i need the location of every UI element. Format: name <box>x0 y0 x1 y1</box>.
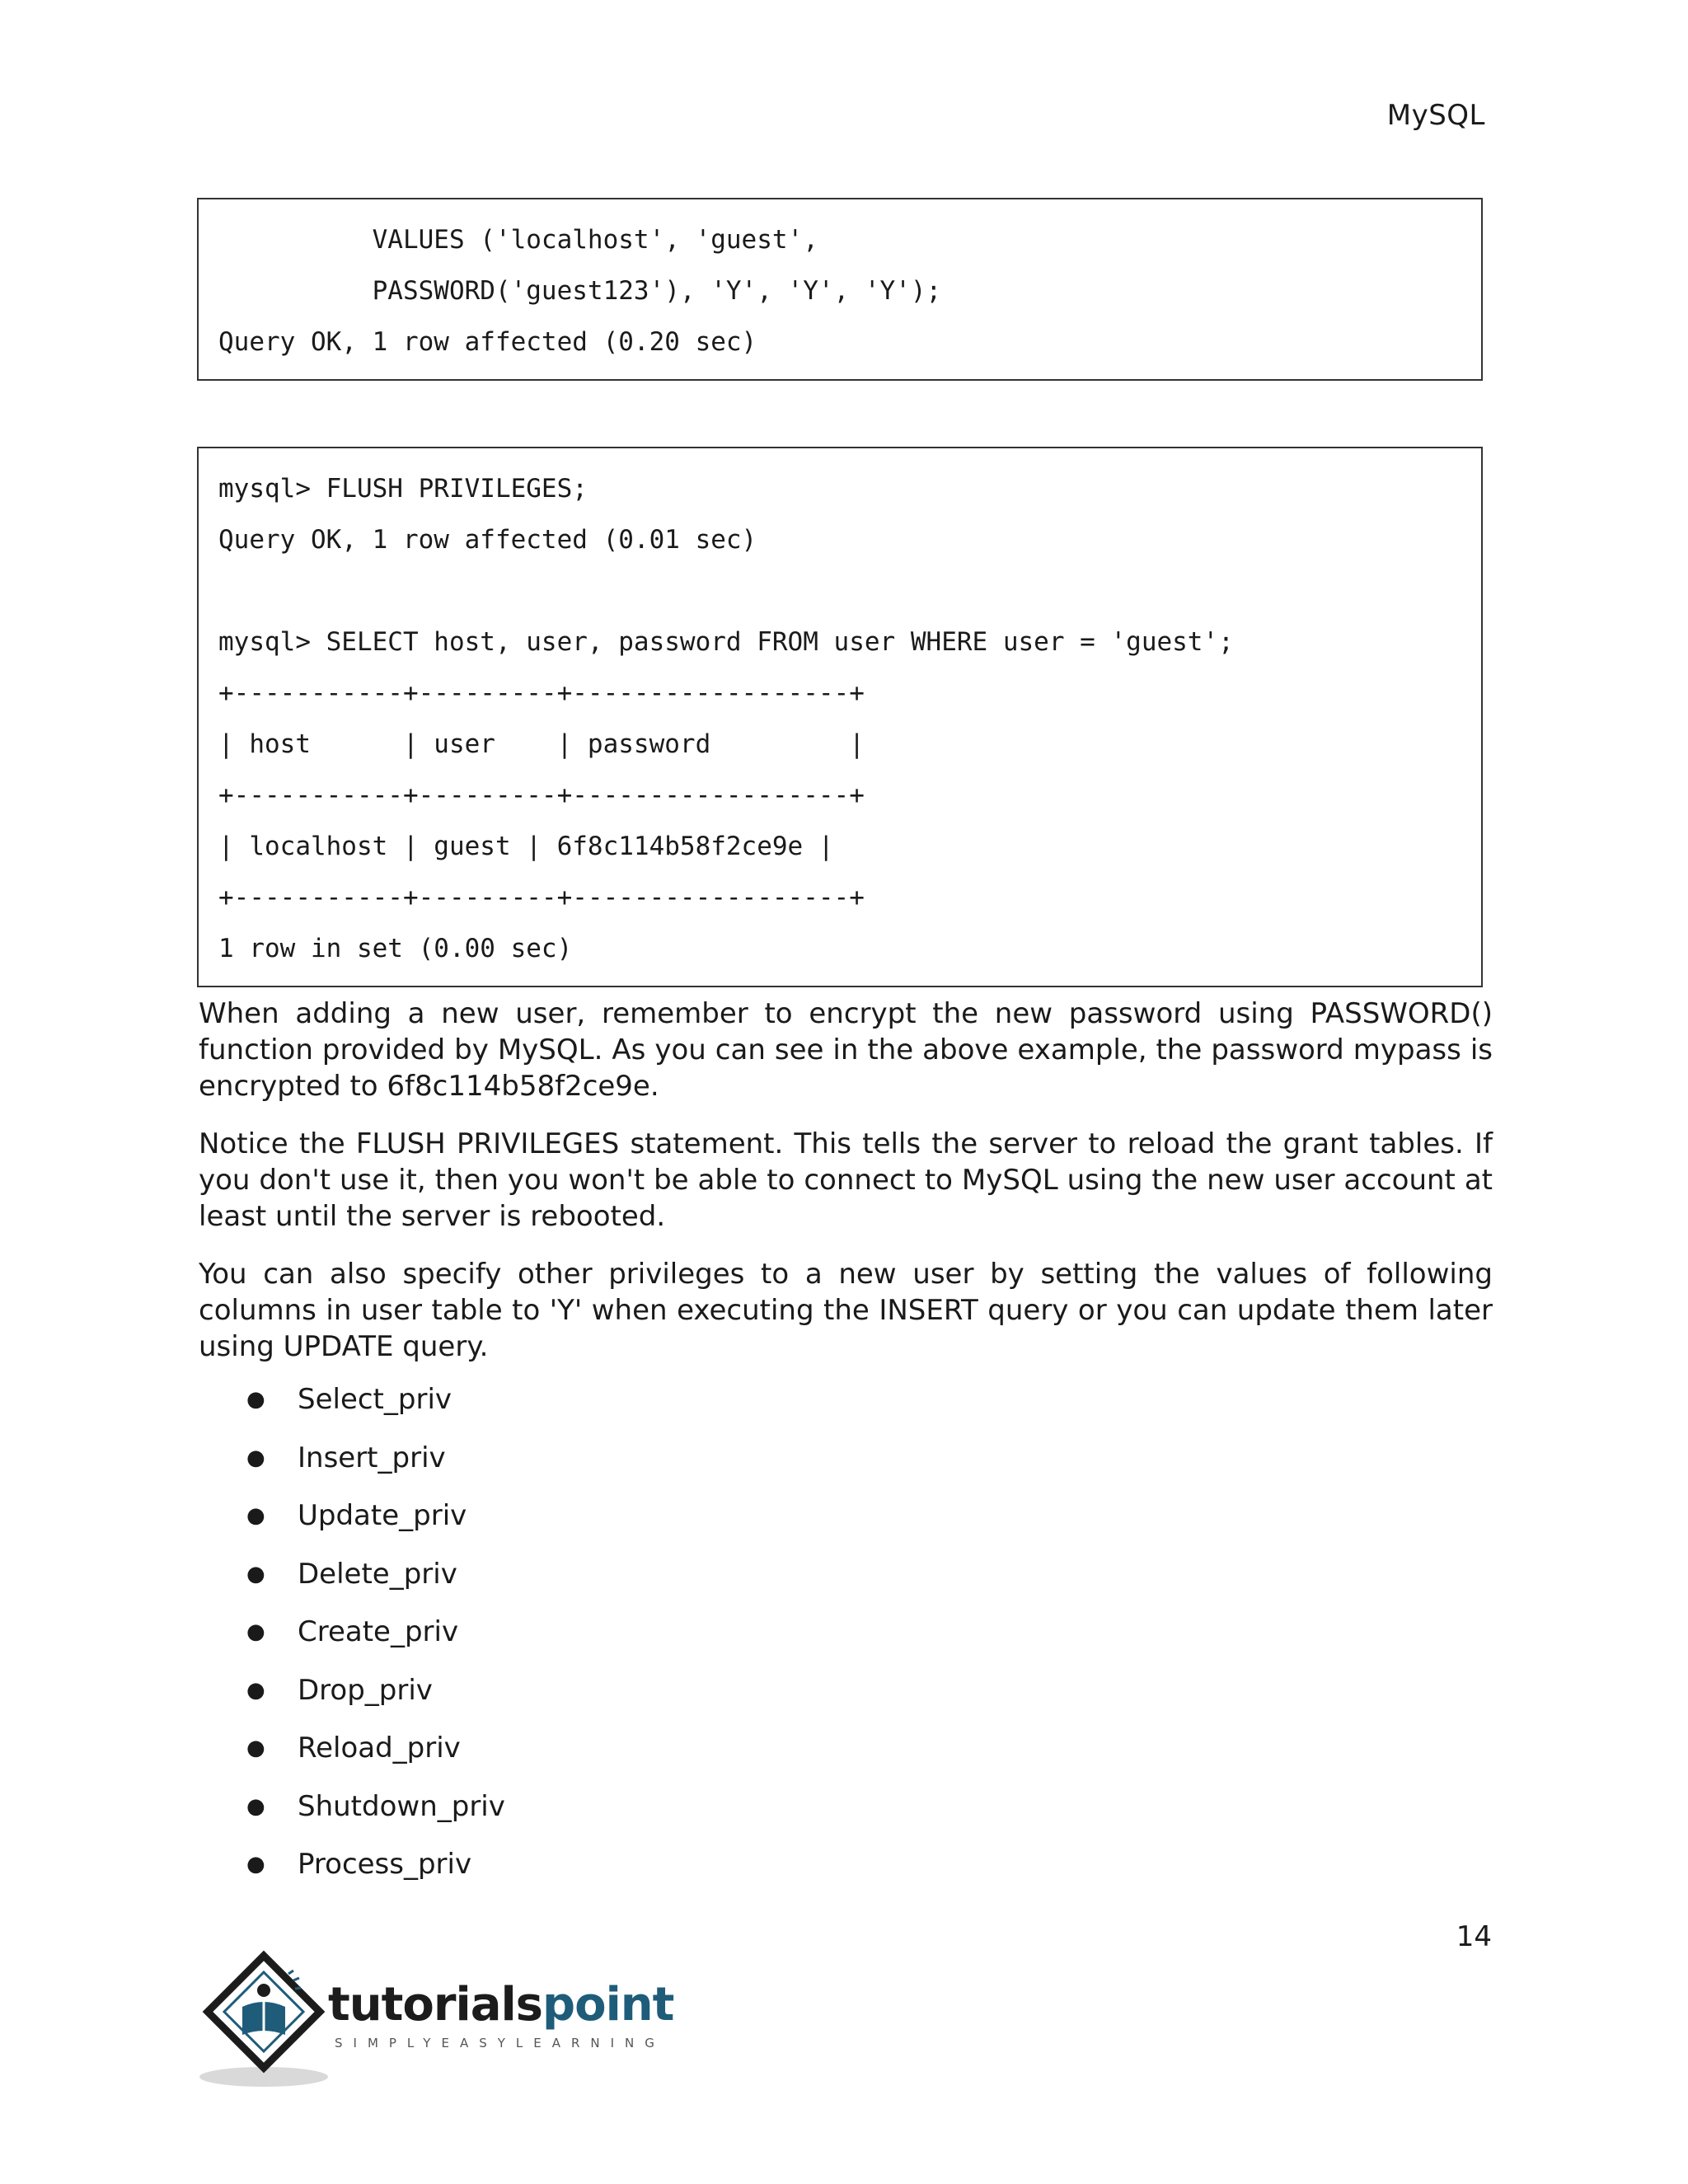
list-item-label: Select_priv <box>298 1383 452 1416</box>
list-item <box>199 1846 1493 1905</box>
bullet-icon: ● <box>246 1561 265 1586</box>
code-line: Query OK, 1 row affected (0.01 sec) <box>218 525 757 555</box>
code-line: | host | user | password | <box>218 729 865 759</box>
code-line: mysql> FLUSH PRIVILEGES; <box>218 474 588 504</box>
bullet-icon: ● <box>246 1793 265 1819</box>
list-item-label: Create_priv <box>298 1615 459 1648</box>
page-header-title: MySQL <box>1386 99 1485 132</box>
list-item-label: Drop_priv <box>298 1673 433 1707</box>
code-line: PASSWORD('guest123'), 'Y', 'Y', 'Y'); <box>218 276 942 306</box>
logo-word-tutorials: tutorials <box>328 1978 543 2032</box>
bullet-icon: ● <box>246 1503 265 1528</box>
list-item <box>199 1556 1493 1615</box>
list-item <box>199 1730 1493 1788</box>
bullet-icon: ● <box>246 1387 265 1412</box>
code-line: 1 row in set (0.00 sec) <box>218 934 573 963</box>
code-line: +-----------+---------+------------------+ <box>218 678 865 708</box>
bullet-icon: ● <box>246 1852 265 1877</box>
logo-wordmark <box>328 1980 673 2030</box>
bullet-icon: ● <box>246 1736 265 1760</box>
list-item-label: Update_priv <box>298 1499 467 1532</box>
privilege-list <box>199 1381 1493 1905</box>
logo-diamond-icon <box>196 1949 336 2093</box>
code-line: +-----------+---------+------------------+ <box>218 883 865 912</box>
tutorialspoint-logo <box>196 1949 674 2093</box>
list-item <box>199 1614 1493 1672</box>
code-line: Query OK, 1 row affected (0.20 sec) <box>218 327 757 357</box>
paragraph: You can also specify other privileges to a new user by setting the values of following columns in user table to 'Y' when executing the INSERT query or you can update them later using UPDATE query. <box>199 1258 1493 1363</box>
code-line <box>218 565 1461 616</box>
paragraph: When adding a new user, remember to encrypt the new password using PASSWORD() function provided by MySQL. As you can see in the above example, the password mypass is encrypted to 6f8c114b58f2ce9e. <box>199 997 1493 1103</box>
page-number: 14 <box>1456 1920 1492 1953</box>
list-item <box>199 1381 1493 1440</box>
list-item <box>199 1440 1493 1498</box>
list-item-label: Insert_priv <box>298 1441 446 1474</box>
bullet-icon: ● <box>246 1619 265 1644</box>
list-item <box>199 1497 1493 1556</box>
list-item <box>199 1788 1493 1847</box>
list-item-label: Process_priv <box>298 1848 472 1881</box>
bullet-icon: ● <box>246 1677 265 1703</box>
bullet-icon: ● <box>246 1445 265 1470</box>
logo-tagline: SIMPLYEASYLEARNING <box>335 2036 665 2050</box>
code-block <box>197 198 1483 381</box>
list-item-label: Shutdown_priv <box>298 1789 505 1823</box>
paragraph: Notice the FLUSH PRIVILEGES statement. This tells the server to reload the grant tables. If you don't use it, then you won't be able to connect to MySQL using the new user account at least until the server is rebooted. <box>199 1127 1493 1233</box>
body-text <box>199 996 1493 1905</box>
list-item-label: Delete_priv <box>298 1557 457 1591</box>
list-item <box>199 1672 1493 1731</box>
logo-word-point: point <box>542 1978 674 2032</box>
code-line: | localhost | guest | 6f8c114b58f2ce9e | <box>218 832 834 861</box>
code-line: mysql> SELECT host, user, password FROM user WHERE user = 'guest'; <box>218 627 1234 657</box>
list-item-label: Reload_priv <box>298 1732 461 1765</box>
code-line: VALUES ('localhost', 'guest', <box>218 225 818 255</box>
code-line: +-----------+---------+------------------+ <box>218 780 865 810</box>
code-block <box>197 447 1483 987</box>
